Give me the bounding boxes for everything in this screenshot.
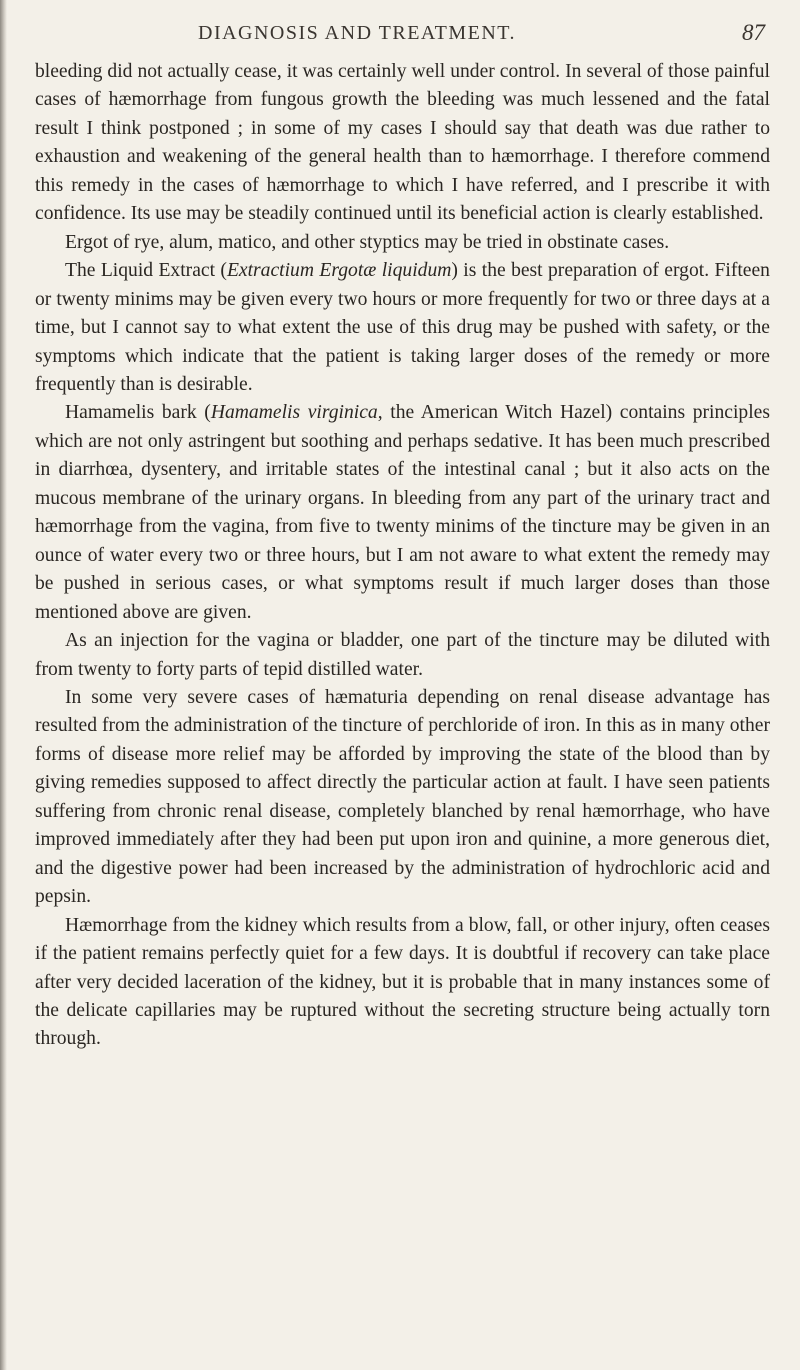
latin-term: Hamamelis virginica [210,402,378,424]
paragraph-haematuria [35,684,770,912]
text-segment: ) is the best preparation of ergot. Fifteen or twenty minims may be given every two hours or more frequently for two or three days at a time, but I cannot say to what extent the use of this drug may be pushed with safety, or the symptoms which indicate that the patient is taking larger doses of the remedy or more frequently than is desirable. [35,260,770,395]
text-segment: As an injection for the vagina or bladder, one part of the tincture may be diluted with from twenty to forty parts of tepid distilled water. [35,630,770,680]
page-number: 87 [742,20,765,45]
text-segment: Hamamelis bark ( [65,402,211,424]
paragraph-ergot-styptics [35,229,770,257]
paragraph-continued [35,58,770,229]
paragraph-hamamelis [35,399,770,627]
page-header [0,22,800,56]
paragraph-liquid-extract [35,257,770,399]
text-segment: The Liquid Extract ( [65,260,227,282]
text-segment: Hæmorrhage from the kidney which results from a blow, fall, or other injury, often ceases if the patient remains perfectly quiet for a few days. It is doubtful if recovery can take place after very decided laceration of the kidney, but it is probable that in many instances some of the delicate capillaries may be ruptured without the secreting structure being actually torn through. [35,914,770,1050]
body-text [35,58,770,1054]
latin-term: Extractium Ergotæ liquidum [226,260,452,282]
page-binding-edge [0,0,7,1370]
text-segment: bleeding did not actually cease, it was certainly well under control. In several of those painful cases of hæmorrhage from fungous growth the bleeding was much lessened and the fatal result I think postponed ; in some of my cases I should say that death was due rather to exhaustion and weakening of the general health than to hæmorrhage. I therefore commend this remedy in the cases of hæmorrhage to which I have referred, and I prescribe it with confidence. Its use may be steadily continued until its beneficial action is clearly established. [35,61,770,225]
running-head: DIAGNOSIS AND TREATMENT. [198,22,517,44]
paragraph-injection [35,627,770,684]
text-segment: In some very severe cases of hæmaturia depending on renal disease advantage has resulted from the administration of the tincture of perchloride of iron. In this as in many other forms of disease more relief may be afforded by improving the state of the blood than by giving remedies supposed to affect directly the particular action at fault. I have seen patients suffering from chronic renal disease, completely blanched by renal hæmorrhage, who have improved immediately after they had been put upon iron and quinine, a more generous diet, and the digestive power had been increased by the administration of hydrochloric acid and pepsin. [35,686,770,908]
paragraph-kidney-injury [35,912,770,1054]
text-segment: , the American Witch Hazel) contains principles which are not only astringent but soothing and perhaps sedative. It has been much prescribed in diarrhœa, dysentery, and irritable states of the intestinal canal ; but it also acts on the mucous membrane of the urinary organs. In bleeding from any part of the urinary tract and hæmorrhage from the vagina, from five to twenty minims of the tincture may be given in an ounce of water every two or three hours, but I am not aware to what extent the remedy may be pushed in serious cases, or what symptoms result if much larger doses than those mentioned above are given. [35,402,770,623]
text-segment: Ergot of rye, alum, matico, and other styptics may be tried in obstinate cases. [65,231,670,253]
